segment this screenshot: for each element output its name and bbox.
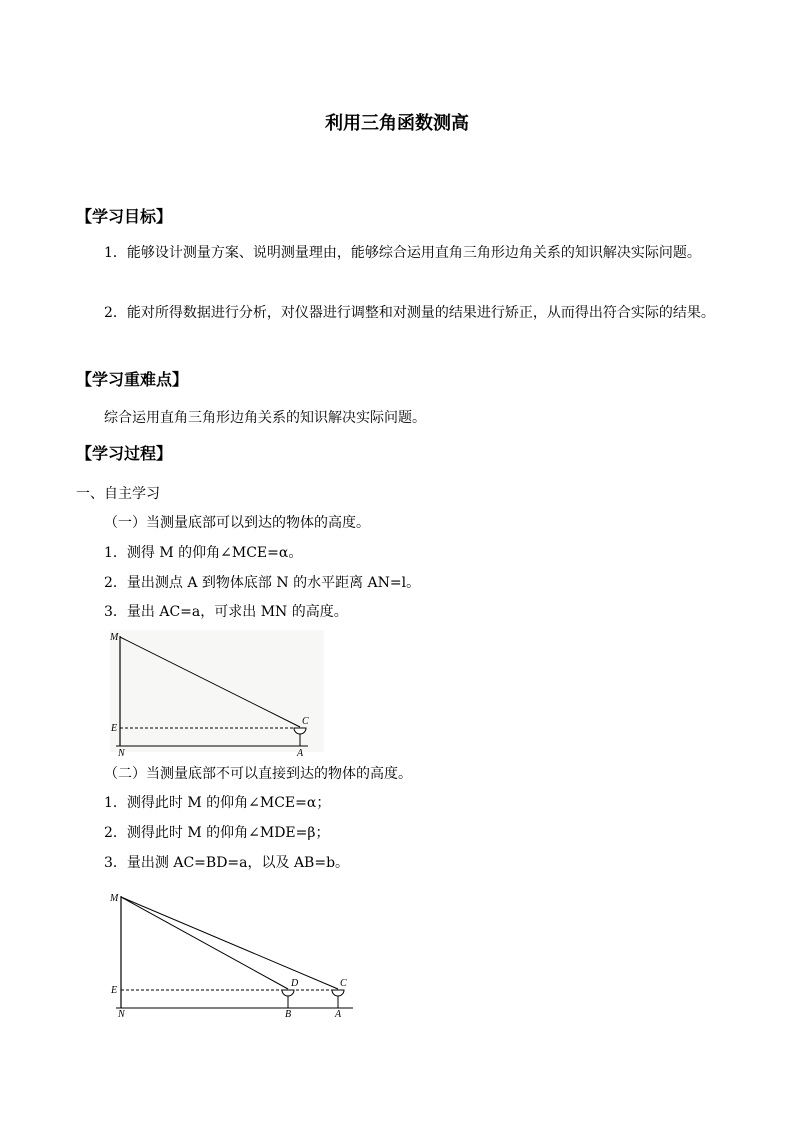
process-heading: 【学习过程】	[76, 444, 173, 463]
key-points-text: 综合运用直角三角形边角关系的知识解决实际问题。	[104, 410, 426, 426]
case-two-step-2: 2．测得此时 M 的仰角∠MDE=β；	[104, 825, 330, 841]
label-m: M	[110, 632, 119, 643]
case-one-step-2: 2．量出测点 A 到物体底部 N 的水平距离 AN=l。	[104, 575, 421, 591]
goals-heading: 【学习目标】	[76, 207, 173, 226]
goal-item-1: 1．能够设计测量方案、说明测量理由，能够综合运用直角三角形边角关系的知识解决实际问题。	[104, 245, 701, 261]
label-d: D	[291, 978, 299, 989]
label-e: E	[111, 985, 118, 996]
key-points-heading: 【学习重难点】	[76, 370, 189, 389]
sight-line-mc	[121, 897, 338, 989]
sight-line-md	[121, 897, 288, 989]
label-n: N	[118, 748, 125, 758]
label-c: C	[340, 978, 347, 989]
label-a: A	[297, 748, 304, 758]
case-two-title: （二）当测量底部不可以直接到达的物体的高度。	[104, 766, 412, 782]
case-one-title: （一）当测量底部可以到达的物体的高度。	[104, 515, 370, 531]
case-one-step-3: 3．量出 AC=a，可求出 MN 的高度。	[104, 604, 348, 620]
label-b: B	[285, 1009, 292, 1018]
part-one-heading: 一、自主学习	[76, 486, 160, 502]
label-n: N	[118, 1009, 125, 1018]
goal-item-2: 2．能对所得数据进行分析，对仪器进行调整和对测量的结果进行矫正，从而得出符合实际的结果。	[104, 305, 715, 321]
figure-one	[108, 628, 328, 758]
figure-two	[108, 888, 358, 1018]
label-e: E	[111, 723, 118, 734]
instrument-d-icon	[282, 990, 294, 996]
label-a: A	[335, 1009, 342, 1018]
label-m: M	[110, 893, 119, 904]
page-title: 利用三角函数测高	[325, 113, 469, 134]
case-one-step-1: 1．测得 M 的仰角∠MCE=α。	[104, 545, 303, 561]
instrument-c-icon	[332, 990, 344, 996]
case-two-step-1: 1．测得此时 M 的仰角∠MCE=α；	[104, 795, 331, 811]
label-c: C	[302, 716, 309, 727]
case-two-step-3: 3．量出测 AC=BD=a，以及 AB=b。	[104, 855, 350, 871]
